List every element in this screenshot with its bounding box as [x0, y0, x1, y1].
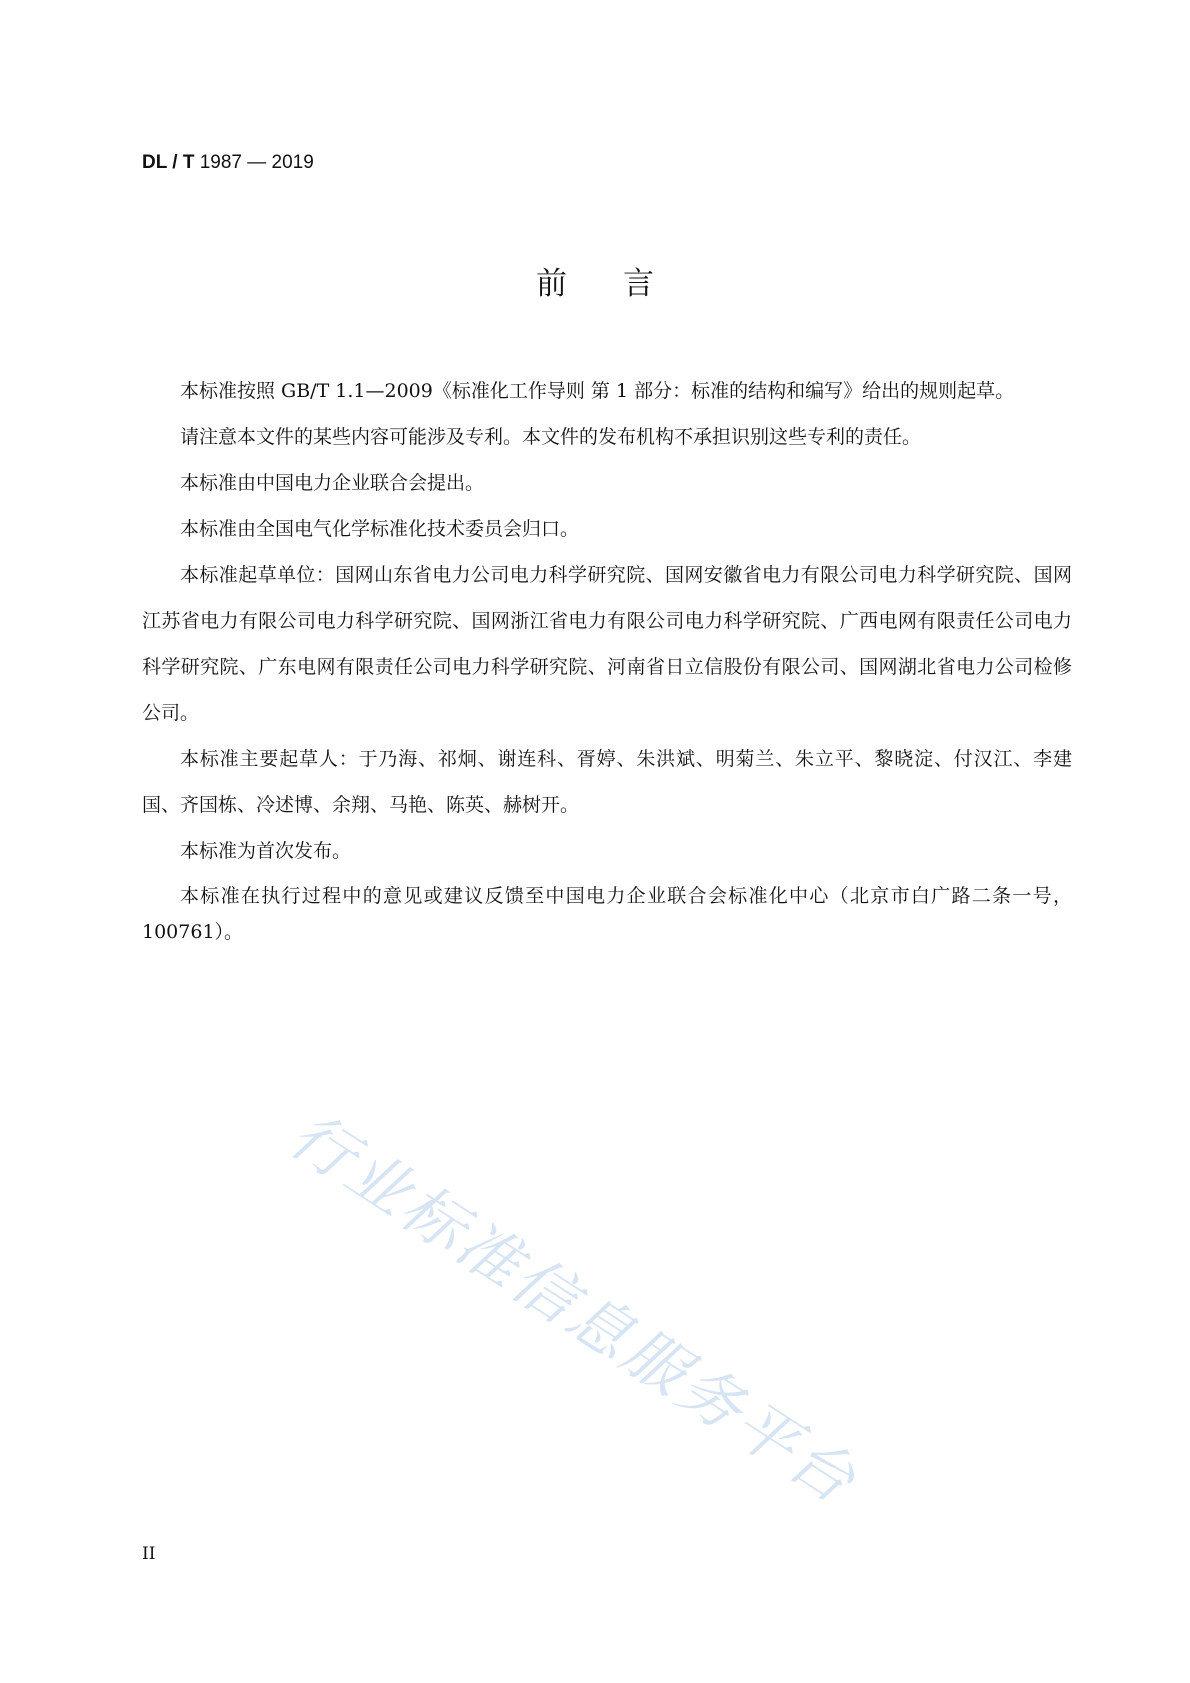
standard-prefix: DL / T — [142, 152, 195, 173]
watermark: 行业标准信息服务平台 — [277, 1098, 871, 1519]
document-code — [142, 152, 314, 174]
paragraph-drafting-units: 本标准起草单位：国网山东省电力公司电力科学研究院、国网安徽省电力有限公司电力科学研究院、国网江苏省电力有限公司电力科学研究院、国网浙江省电力有限公司电力科学研究院、广西电网有限责任公司电力科学研究院、广东电网有限责任公司电力科学研究院、河南省日立信股份有限公司、国网湖北省电力公司检修公司。 — [142, 564, 1072, 724]
paragraph-proposer: 本标准由中国电力企业联合会提出。 — [180, 472, 485, 494]
paragraph-drafting-rules: 本标准按照 GB/T 1.1—2009《标准化工作导则 第 1 部分：标准的结构和编写》给出的规则起草。 — [180, 380, 1015, 402]
paragraph-feedback: 本标准在执行过程中的意见或建议反馈至中国电力企业联合会标准化中心（北京市白广路二条一号，100761）。 — [142, 885, 1072, 943]
foreword-body — [142, 368, 1072, 950]
page-title: 前言 — [536, 266, 710, 302]
page-number: II — [142, 1544, 156, 1564]
paragraph-first-release: 本标准为首次发布。 — [180, 840, 352, 862]
paragraph-committee: 本标准由全国电气化学标准化技术委员会归口。 — [180, 518, 580, 540]
standard-number: 1987 — 2019 — [199, 152, 314, 173]
paragraph-patent-notice: 请注意本文件的某些内容可能涉及专利。本文件的发布机构不承担识别这些专利的责任。 — [180, 426, 922, 448]
paragraph-drafters: 本标准主要起草人：于乃海、祁炯、谢连科、胥婷、朱洪斌、明菊兰、朱立平、黎晓淀、付汉江、李建国、齐国栋、冷述博、余翔、马艳、陈英、赫树开。 — [142, 748, 1072, 816]
